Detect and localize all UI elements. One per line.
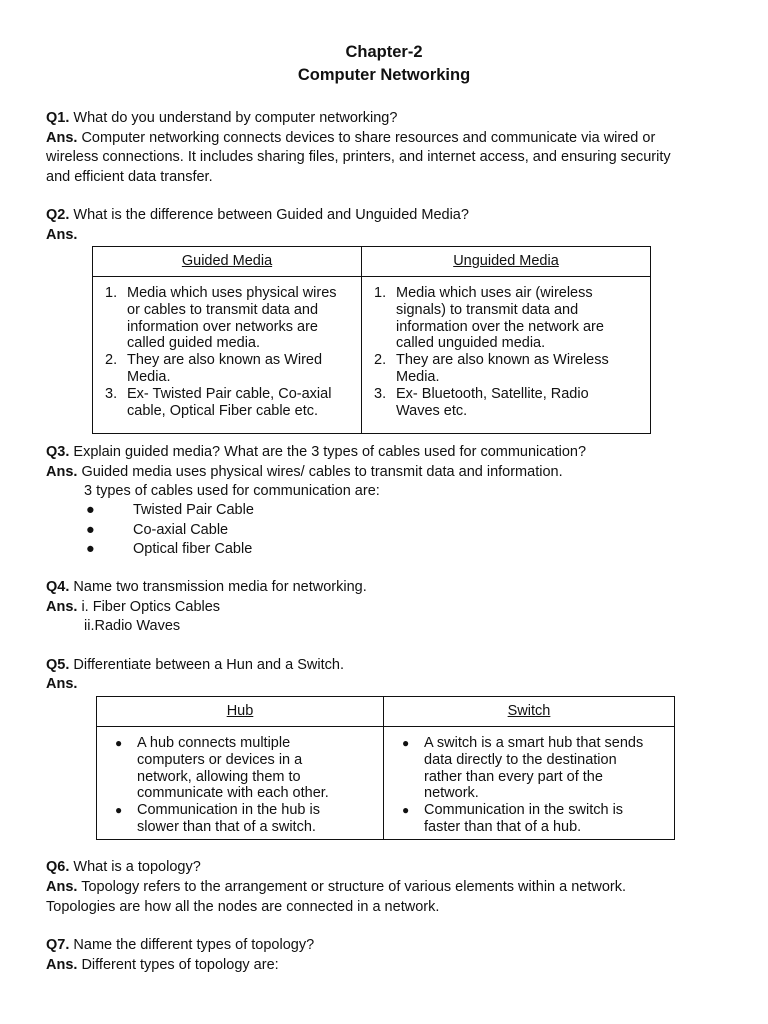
bullet-icon: ● bbox=[86, 541, 95, 557]
list-item bbox=[374, 285, 644, 352]
q6-answer-text-1: Topology refers to the arrangement or structure of various elements within a network. bbox=[81, 879, 627, 895]
q2-question bbox=[46, 206, 469, 226]
unguided-list bbox=[374, 285, 644, 419]
q1-answer-text-1: Computer networking connects devices to share resources and communicate via wired or bbox=[81, 130, 656, 146]
list-number: 3. bbox=[105, 385, 118, 402]
list-line: slower than that of a switch. bbox=[137, 818, 316, 835]
guided-cell bbox=[93, 277, 362, 434]
q6-question bbox=[46, 858, 201, 878]
bullet-text: Co-axial Cable bbox=[133, 522, 229, 538]
q7-question bbox=[46, 936, 314, 956]
list-line: called unguided media. bbox=[396, 335, 546, 352]
q4-answer-1 bbox=[46, 598, 220, 618]
list-number: 2. bbox=[374, 352, 387, 369]
ans-label: Ans. bbox=[46, 599, 78, 615]
q5-question-text: Differentiate between a Hun and a Switch. bbox=[73, 657, 344, 673]
q6-label: Q6. bbox=[46, 859, 70, 875]
list-line: A hub connects multiple bbox=[137, 735, 291, 751]
list-line: faster than that of a hub. bbox=[424, 818, 582, 835]
ans-label: Ans. bbox=[46, 957, 78, 973]
table-header-hub: Hub bbox=[97, 697, 384, 727]
list-number: 1. bbox=[105, 285, 118, 301]
list-line: network, allowing them to bbox=[137, 768, 301, 785]
guided-list bbox=[105, 285, 355, 419]
list-item bbox=[402, 735, 670, 802]
list-line: Waves etc. bbox=[396, 402, 468, 419]
list-line: Ex- Bluetooth, Satellite, Radio bbox=[396, 385, 589, 402]
list-item bbox=[374, 352, 644, 386]
list-line: Ex- Twisted Pair cable, Co-axial bbox=[127, 385, 332, 402]
list-line: or cables to transmit data and bbox=[127, 301, 319, 318]
bullet-text: Optical fiber Cable bbox=[133, 541, 253, 557]
list-line: Media which uses air (wireless bbox=[396, 285, 593, 301]
list-line: A switch is a smart hub that sends bbox=[424, 735, 644, 751]
bullet-text: Twisted Pair Cable bbox=[133, 502, 254, 518]
q1-answer-line-2: wireless connections. It includes sharing files, printers, and internet access, and ensuring security bbox=[46, 149, 671, 165]
list-line: They are also known as Wired bbox=[127, 352, 323, 369]
list-item bbox=[115, 802, 379, 836]
list-line: computers or devices in a bbox=[137, 751, 303, 768]
bullet-item bbox=[86, 501, 254, 521]
list-line: Media. bbox=[127, 368, 171, 385]
list-line: Media which uses physical wires bbox=[127, 285, 337, 301]
q6-answer-line-1 bbox=[46, 878, 626, 898]
q3-answer bbox=[46, 463, 563, 483]
list-number: 3. bbox=[374, 385, 387, 402]
q4-question-text: Name two transmission media for networking. bbox=[73, 579, 367, 595]
list-line: Communication in the switch is bbox=[424, 802, 624, 819]
list-line: network. bbox=[424, 785, 479, 802]
ans-label: Ans. bbox=[46, 227, 78, 243]
list-line: information over the network are bbox=[396, 318, 604, 335]
subject-title: Computer Networking bbox=[297, 66, 471, 84]
bullet-icon: ● bbox=[86, 502, 95, 518]
bullet-item bbox=[86, 540, 253, 560]
list-line: called guided media. bbox=[127, 335, 261, 352]
list-number: 2. bbox=[105, 352, 118, 369]
q6-answer-line-2: Topologies are how all the nodes are connected in a network. bbox=[46, 899, 440, 915]
q2-question-text: What is the difference between Guided and Unguided Media? bbox=[73, 207, 469, 223]
q3-question bbox=[46, 443, 586, 463]
q5-question bbox=[46, 656, 344, 676]
bullet-icon: ● bbox=[402, 736, 410, 750]
list-item bbox=[402, 802, 670, 836]
list-number: 1. bbox=[374, 285, 387, 301]
list-line: signals) to transmit data and bbox=[396, 301, 579, 318]
hub-switch-table bbox=[96, 696, 675, 840]
ans-label: Ans. bbox=[46, 879, 78, 895]
list-line: Media. bbox=[396, 368, 440, 385]
hub-list bbox=[115, 735, 379, 836]
q4-label: Q4. bbox=[46, 579, 70, 595]
table-header-switch: Switch bbox=[384, 697, 675, 727]
ans-label: Ans. bbox=[46, 676, 78, 692]
q7-answer bbox=[46, 956, 279, 976]
list-item bbox=[115, 735, 379, 802]
table-header-guided: Guided Media bbox=[93, 247, 362, 277]
bullet-icon: ● bbox=[86, 522, 95, 538]
q5-label: Q5. bbox=[46, 657, 70, 673]
unguided-cell bbox=[362, 277, 651, 434]
hub-cell bbox=[97, 727, 384, 840]
list-line: data directly to the destination bbox=[424, 751, 617, 768]
list-line: rather than every part of the bbox=[424, 768, 603, 785]
q1-answer-line-3: and efficient data transfer. bbox=[46, 169, 213, 185]
list-line: cable, Optical Fiber cable etc. bbox=[127, 402, 319, 419]
switch-cell bbox=[384, 727, 675, 840]
q7-label: Q7. bbox=[46, 937, 70, 953]
table-header-unguided: Unguided Media bbox=[362, 247, 651, 277]
q6-question-text: What is a topology? bbox=[73, 859, 201, 875]
list-line: information over networks are bbox=[127, 318, 318, 335]
q4-answer-2: ii.Radio Waves bbox=[84, 618, 181, 634]
q3-intro: 3 types of cables used for communication are: bbox=[84, 483, 380, 499]
bullet-icon: ● bbox=[115, 803, 123, 818]
q1-question-text: What do you understand by computer networking? bbox=[73, 110, 398, 126]
guided-unguided-table bbox=[92, 246, 651, 434]
q7-answer-text: Different types of topology are: bbox=[81, 957, 279, 973]
q3-question-text: Explain guided media? What are the 3 types of cables used for communication? bbox=[73, 444, 587, 460]
bullet-icon: ● bbox=[115, 736, 123, 750]
q7-question-text: Name the different types of topology? bbox=[73, 937, 315, 953]
q1-answer-line-1 bbox=[46, 129, 655, 149]
ans-label: Ans. bbox=[46, 130, 78, 146]
list-line: communicate with each other. bbox=[137, 785, 329, 802]
list-item bbox=[105, 386, 355, 420]
ans-label: Ans. bbox=[46, 464, 78, 480]
list-item bbox=[105, 285, 355, 352]
list-line: Communication in the hub is bbox=[137, 802, 320, 819]
bullet-icon: ● bbox=[402, 803, 410, 818]
q1-question bbox=[46, 109, 397, 129]
chapter-title: Chapter-2 bbox=[345, 43, 423, 61]
list-item bbox=[105, 352, 355, 386]
q3-answer-text: Guided media uses physical wires/ cables to transmit data and information. bbox=[81, 464, 563, 480]
q4-answer-text-1: i. Fiber Optics Cables bbox=[81, 599, 221, 615]
list-item bbox=[374, 386, 644, 420]
q2-label: Q2. bbox=[46, 207, 70, 223]
list-line: They are also known as Wireless bbox=[396, 352, 609, 369]
q3-label: Q3. bbox=[46, 444, 70, 460]
q4-question bbox=[46, 578, 367, 598]
q1-label: Q1. bbox=[46, 110, 70, 126]
bullet-item bbox=[86, 521, 229, 541]
switch-list bbox=[402, 735, 670, 836]
